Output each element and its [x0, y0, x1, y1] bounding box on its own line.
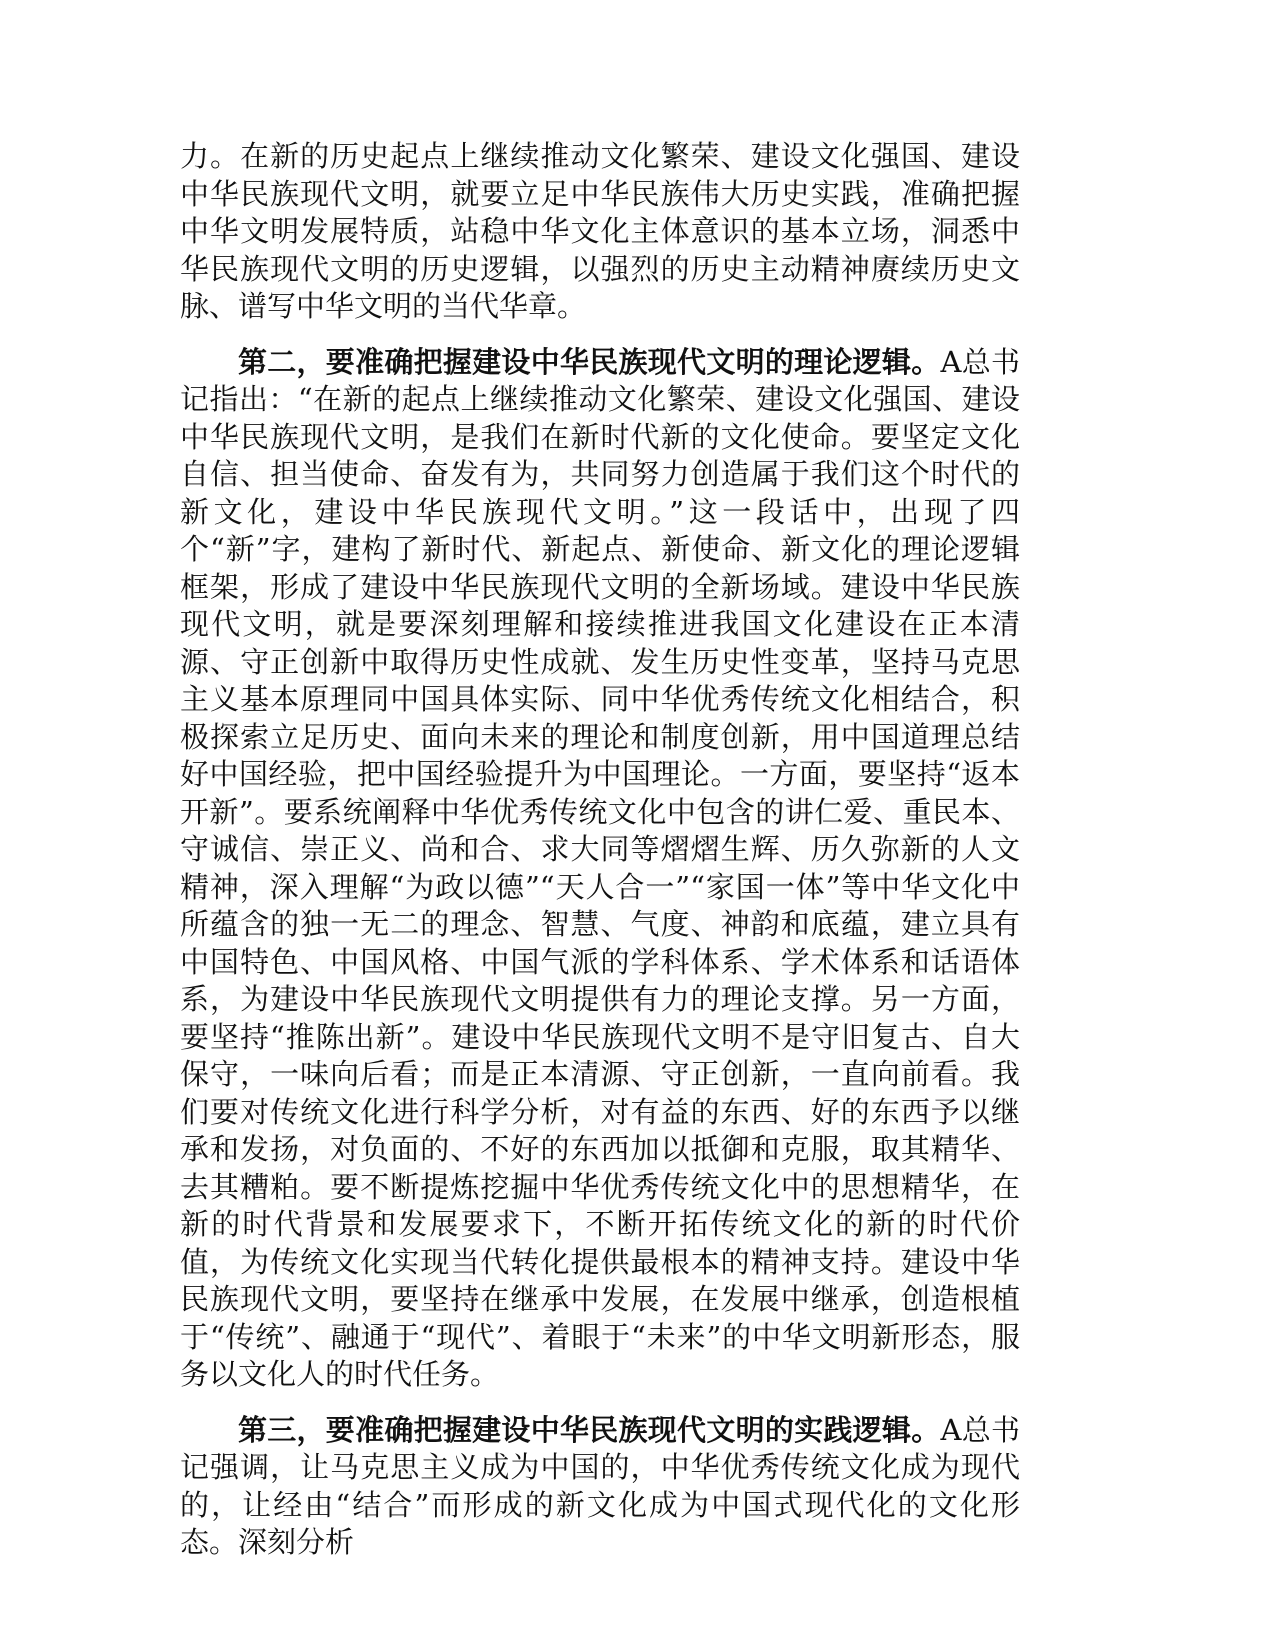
paragraph-continued — [180, 138, 1020, 326]
paragraph-text: A总书记强调，让马克思主义成为中国的，中华优秀传统文化成为现代的，让经由“结合”而形成的新文化成为中国式现代化的文化形态。深刻分析 — [180, 1412, 1020, 1559]
paragraph-text: A总书记指出：“在新的起点上继续推动文化繁荣、建设文化强国、建设中华民族现代文明，是我们在新时代新的文化使命。要坚定文化自信、担当使命、奋发有为，共同努力创造属于我们这个时代的新文化，建设中华民族现代文明。”这一段话中，出现了四个“新”字，建构了新时代、新起点、新使命、新文化的理论逻辑框架，形成了建设中华民族现代文明的全新场域。建设中华民族现代文明，就是要深刻理解和接续推进我国文化建设在正本清源、守正创新中取得历史性成就、发生历史性变革，坚持马克思主义基本原理同中国具体实际、同中华优秀传统文化相结合，积极探索立足历史、面向未来的理论和制度创新，用中国道理总结好中国经验，把中国经验提升为中国理论。一方面，要坚持“返本开新”。要系统阐释中华优秀传统文化中包含的讲仁爱、重民本、守诚信、崇正义、尚和合、求大同等熠熠生辉、历久弥新的人文精神，深入理解“为政以德”“天人合一”“家国一体”等中华文化中所蕴含的独一无二的理念、智慧、气度、神韵和底蕴，建立具有中国特色、中国风格、中国气派的学科体系、学术体系和话语体系，为建设中华民族现代文明提供有力的理论支撑。另一方面，要坚持“推陈出新”。建设中华民族现代文明不是守旧复古、自大保守，一味向后看；而是正本清源、守正创新，一直向前看。我们要对传统文化进行科学分析，对有益的东西、好的东西予以继承和发扬，对负面的、不好的东西加以抵御和克服，取其精华、去其糟粕。要不断提炼挖掘中华优秀传统文化中的思想精华，在新的时代背景和发展要求下，不断开拓传统文化的新的时代价值，为传统文化实现当代转化提供最根本的精神支持。建设中华民族现代文明，要坚持在继承中发展，在发展中继承，创造根植于“传统”、融通于“现代”、着眼于“未来”的中华文明新形态，服务以文化人的时代任务。 — [180, 344, 1020, 1391]
paragraph-theory-logic — [180, 344, 1020, 1394]
document-page — [180, 138, 1020, 1562]
paragraph-practice-logic — [180, 1412, 1020, 1562]
paragraph-heading: 第二，要准确把握建设中华民族现代文明的理论逻辑。 — [238, 344, 941, 379]
paragraph-heading: 第三，要准确把握建设中华民族现代文明的实践逻辑。 — [238, 1412, 941, 1447]
paragraph-text: 力。在新的历史起点上继续推动文化繁荣、建设文化强国、建设中华民族现代文明，就要立足中华民族伟大历史实践，准确把握中华文明发展特质，站稳中华文化主体意识的基本立场，洞悉中华民族现代文明的历史逻辑，以强烈的历史主动精神赓续历史文脉、谱写中华文明的当代华章。 — [180, 139, 1020, 323]
